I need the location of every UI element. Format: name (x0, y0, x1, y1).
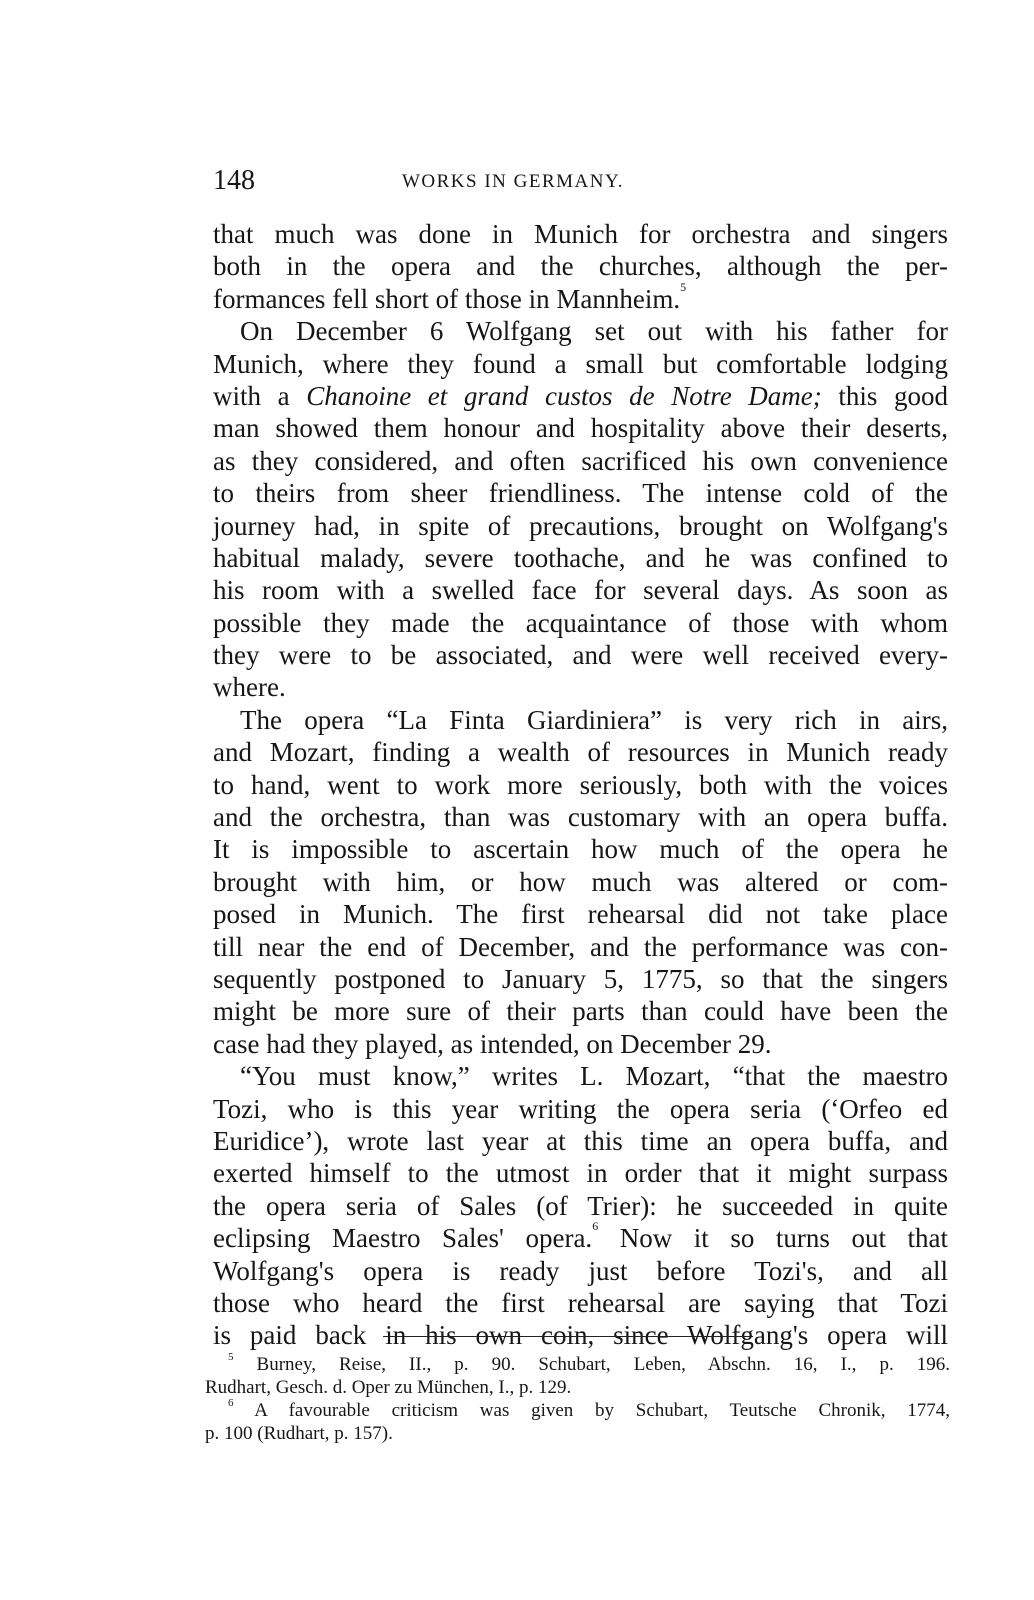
text-line: The opera “La Finta Giardiniera” is very rich in airs, (240, 704, 948, 735)
text-line: to hand, went to work more seriously, both with the voices (213, 769, 948, 800)
footnote-text: Burney, Reise, II., p. 90. Schubart, Leben, Abschn. 16, I., p. 196. (233, 1354, 950, 1375)
footnote-reference: 5 (680, 279, 687, 294)
footnote-line (205, 1399, 950, 1422)
footnote-line: Rudhart, Gesch. d. Oper zu München, I., p. 129. (205, 1377, 572, 1398)
footnote-line (205, 1353, 950, 1376)
page-number: 148 (213, 165, 255, 196)
footnote-divider (383, 1336, 753, 1337)
text-line: is paid back in his own coin, since Wolfgang's opera will (213, 1320, 948, 1351)
text-line (213, 279, 948, 315)
text-line: “You must know,” writes L. Mozart, “that the maestro (240, 1061, 948, 1092)
text-line: posed in Munich. The first rehearsal did not take place (213, 899, 948, 930)
text-line: man showed them honour and hospitality above their deserts, (213, 413, 948, 444)
text-line: brought with him, or how much was altered or com- (213, 866, 948, 897)
text-span: with a (213, 380, 307, 411)
text-line: and Mozart, finding a wealth of resources in Munich ready (213, 737, 948, 768)
running-head: WORKS IN GERMANY. (401, 171, 625, 192)
text-line: as they considered, and often sacrificed his own convenience (213, 445, 948, 476)
text-line: sequently postponed to January 5, 1775, so that the singers (213, 963, 948, 994)
text-line: they were to be associated, and were well received every- (213, 640, 948, 671)
text-line: Wolfgang's opera is ready just before Tozi's, and all (213, 1255, 948, 1286)
text-span: eclipsing Maestro Sales' opera. (213, 1223, 593, 1254)
text-line: his room with a swelled face for several days. As soon as (213, 575, 948, 606)
text-line: to theirs from sheer friendliness. The intense cold of the (213, 478, 948, 509)
text-line: the opera seria of Sales (of Trier): he succeeded in quite (213, 1190, 948, 1221)
text-line: exerted himself to the utmost in order that it might surpass (213, 1158, 948, 1189)
body-text (213, 218, 948, 1352)
text-line: those who heard the first rehearsal are saying that Tozi (213, 1287, 948, 1318)
footnote-marker: 6 (228, 1397, 234, 1409)
text-line: journey had, in spite of precautions, brought on Wolfgang's (213, 510, 948, 541)
text-line: that much was done in Munich for orchestra and singers (213, 219, 948, 249)
text-line (213, 380, 948, 412)
text-line: It is impossible to ascertain how much of the opera he (213, 834, 948, 865)
text-line: where. (213, 672, 286, 703)
page-header (213, 166, 948, 196)
text-span: formances fell short of those in Mannheim. (213, 283, 681, 314)
text-line: Euridice’), wrote last year at this time an opera buffa, and (213, 1125, 948, 1156)
text-line: On December 6 Wolfgang set out with his father for (240, 316, 948, 347)
footnote-reference: 6 (592, 1219, 599, 1234)
text-line (213, 1219, 948, 1254)
text-line: Tozi, who is this year writing the opera seria (‘Orfeo ed (213, 1093, 948, 1124)
text-span: Now it so turns out that (598, 1223, 948, 1254)
italic-phrase: Chanoine et grand custos de Notre Dame; (306, 380, 822, 411)
text-line: and the orchestra, than was customary with an opera buffa. (213, 802, 948, 833)
text-line: both in the opera and the churches, although the per- (213, 251, 948, 282)
text-line: habitual malady, severe toothache, and he was confined to (213, 542, 948, 573)
text-span: this good (821, 380, 948, 411)
text-line: possible they made the acquaintance of those with whom (213, 607, 948, 638)
footnote-line: p. 100 (Rudhart, p. 157). (205, 1423, 393, 1444)
text-line: till near the end of December, and the performance was con- (213, 931, 948, 962)
footnote-text: A favourable criticism was given by Schubart, Teutsche Chronik, 1774, (233, 1400, 950, 1421)
footnotes (205, 1353, 950, 1445)
text-line: case had they played, as intended, on December 29. (213, 1028, 772, 1059)
footnote-marker: 5 (228, 1351, 234, 1363)
text-line: might be more sure of their parts than could have been the (213, 996, 948, 1027)
text-line: Munich, where they found a small but comfortable lodging (213, 348, 948, 379)
